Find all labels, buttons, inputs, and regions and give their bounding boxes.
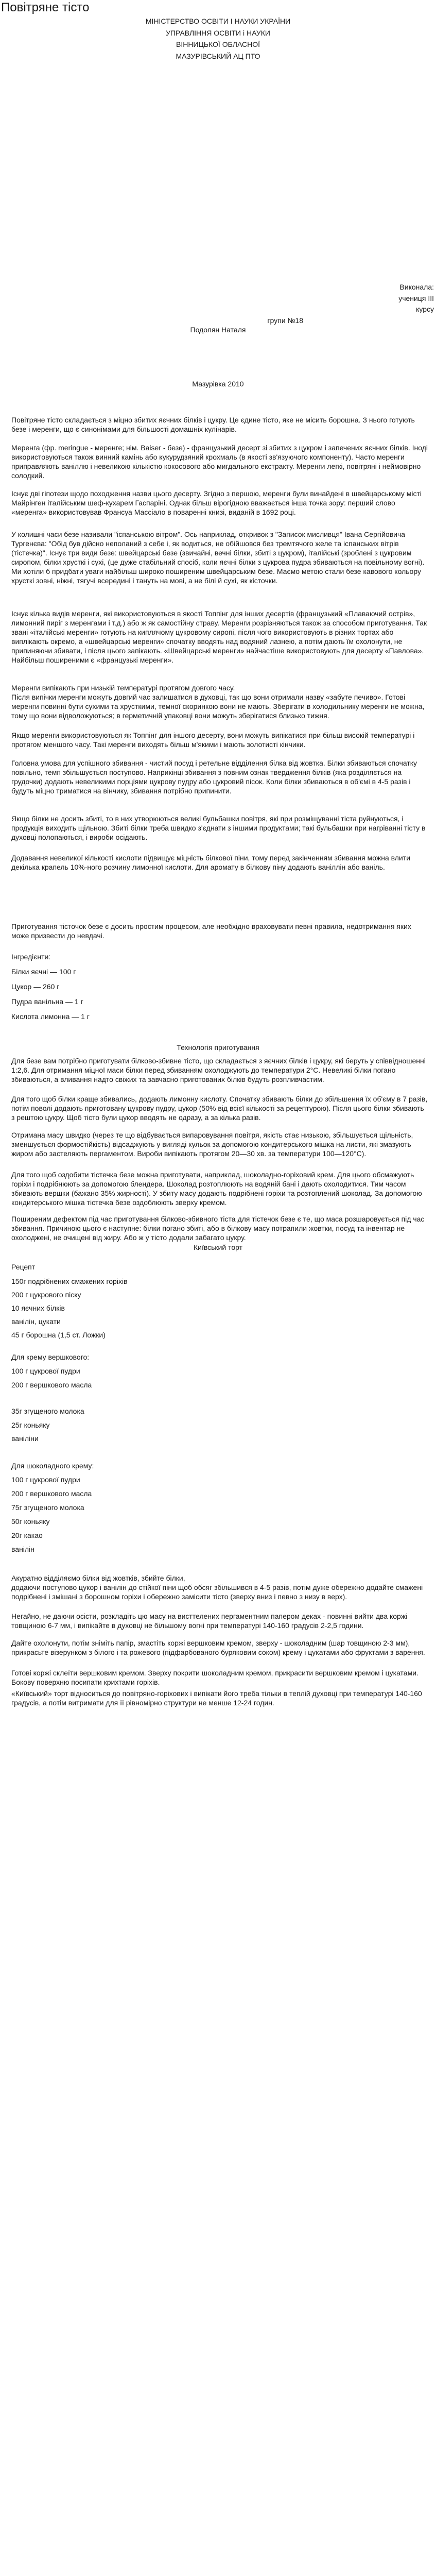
choc-item: 75г згущеного молока	[11, 1503, 84, 1512]
cream-item: 25г коньяку	[11, 1421, 50, 1429]
method-paragraph: додаючи поступово цукор і ванілін до стійкої піни щоб обсяг збільшився в 4-5 разів, потім дуже обережно додайте смажені подрібнені і змішані з борошном горіхи і обережно замісити тісто (зверху вниз і певно з низу в верх).	[11, 1583, 423, 1601]
place-year: Мазурівка 2010	[192, 380, 244, 388]
intro-paragraph: Якщо білки не досить збиті, то в них утворюються великі бульбашки повітря, які при розміщуванні тіста руйнуються, і продукція виходить щільною. Збиті білки треба швидко з'єднати з іншими продуктами; такі бульбашки при нагріванні тісту в духовці полопаються, і вироби осідають.	[11, 815, 426, 841]
intro-paragraph: Меренги випікають при низькій температурі протягом довгого часу.	[11, 684, 235, 692]
recipe-item: ванілін, цукати	[11, 1317, 61, 1326]
intro-paragraph: Після випічки меренги можуть довгий час залишатися в духовці, так що вони отримали назву «забуте печиво». Готові меренги повинні бути сухими та хрусткими, темної скоринкою вони не мають. Зберігати в холодильнику меренги не можна, тому що вони відволожуються; в герметичній упаковці вони можуть зберігатися близько тижня.	[11, 693, 425, 720]
ingredient-item: Білки яєчні — 100 г	[11, 968, 76, 976]
cream-item: ваніліни	[11, 1434, 39, 1443]
department-line: УПРАВЛІННЯ ОСВІТИ і НАУКИ	[166, 29, 270, 37]
tech-paragraph: Для того щоб оздобити тістечка безе можна приготувати, наприклад, шоколадно-горіховий крем. Для цього обсмажують горіхи і подрібнюють за допомогою блендера. Шоколад розтоплюють на водяній бані і дають охолодитися. Тим часом збивають вершки (бажано 35% жирності). У збиту масу додають подрібнені горіхи та розтоплений шоколад. За допомогою кондитерського мішка тістечка безе оздоблюють зверху кремом.	[11, 1171, 422, 1207]
ingredient-item: Кислота лимонна — 1 г	[11, 1012, 90, 1021]
ingredients-note: Приготування тісточок безе є досить простим процесом, але необхідно враховувати певні правила, недотримання яких може призвести до невдачі.	[11, 922, 411, 940]
recipe-item: 200 г цукрового піску	[11, 1291, 81, 1299]
choc-item: ванілін	[11, 1545, 34, 1553]
tech-paragraph: Поширеним дефектом під час приготування білково-збивного тіста для тістечок безе є те, що маса розшаровується під час збивання. Причиною цього є наступне: білки погано збиті, або в білкову масу потрапили жовтки, посуд та інвентар не охолоджені, не очищені від жиру. Або ж у тісто додали забагато цукру.	[11, 1215, 425, 1242]
ingredient-item: Пудра ванільна — 1 г	[11, 997, 83, 1006]
recipe-item: 150г подрібнених смажених горіхів	[11, 1277, 128, 1285]
choc-item: 200 г вершкового масла	[11, 1489, 92, 1498]
tech-paragraph: Для того щоб білки краще збивались, додають лимонну кислоту. Спочатку збивають білки до збільшення їх об'єму в 7 разів, потім поволі додають приготовану цукрову пудру, цукор (50% від всієї кількості за рецептурою). Після цього білки збивають з рештою цукру. Щоб тісто були цукор вводять не одразу, а за кілька разів.	[11, 1095, 428, 1122]
intro-paragraph: Головна умова для успішного збивання - чистий посуд і ретельне відділення білка від жовтка. Білки збиваються спочатку повільно, темп збільшується поступово. Наприкінці збивання з повним ознак твердження білків (яка розділяється на грудочки) додають невеликими порціями цукрову пудру або цукровий пісок. Коли білки збиваються в об'ємі в 4-5 разів і будуть міцно триматися на вінчику, збивання потрібно припинити.	[11, 759, 417, 795]
author-name: Подолян Наталя	[190, 326, 246, 334]
ministry-line: МІНІСТЕРСТВО ОСВІТИ І НАУКИ УКРАЇНИ	[145, 17, 291, 25]
method-paragraph: Негайно, не даючи осісти, розкладіть цю масу на висттелених пергаментним папером деках - повинні вийти два коржі товщиною 6-7 мм, і випікайте в духовці не більшому вогні при температурі 140-160 градусів 2-2,5 години.	[11, 1612, 408, 1630]
choc-item: 100 г цукрової пудри	[11, 1476, 80, 1484]
recipe-item: 45 г борошна (1,5 ст. Ложки)	[11, 1331, 106, 1339]
tech-heading: Технологія приготування	[177, 1043, 259, 1052]
tech-paragraph: Отримана масу швидко (через те що відбувається випаровування повітря, якість стає низькою, збільшується щільність, зменшується формостійкість) відсаджують у вигляді кульок за допомогою кондитерського мішка на листи, які змазують жиром або застеляють пергаментом. Вироби випікають протягом 20—30 хв. за температури 100—120°С).	[11, 1131, 413, 1158]
ingredients-label: Інгредієнти:	[11, 953, 51, 961]
method-paragraph: «Київський» торт відноситься до повітряно-горіхових і випікати його треба тільки в теплій духовці при температурі 140-160 градусів, а потім витримати для її рівномірно структури не менше 12-24 годин.	[11, 1689, 422, 1707]
cream-item: 100 г цукрової пудри	[11, 1367, 80, 1375]
author-student: учениця ІІІ	[398, 294, 434, 302]
cream-label: Для крему вершкового:	[11, 1353, 90, 1361]
author-label: Виконала:	[399, 283, 434, 291]
cream-item: 35г згущеного молока	[11, 1407, 84, 1415]
author-course: курсу	[416, 305, 434, 313]
recipe-label: Рецепт	[11, 1263, 36, 1271]
intro-paragraph: У колишні часи безе називали "іспанською вітром". Ось наприклад, откривок з "Записок мисливця" Івана Сергійовича Тургенєва: "Обід був дійсно неполаний з себе і, як водиться, не обійшовся без тремтячого желе та іспанських вітрів (тістечка)". Існує три види безе: швейцарські безе (звичайні, вечні білки, збиті з цукром), італійські (зроблені з цукровим сиропом, білки хрусткі і сухі, (це дуже стабільний спосіб, коли яєчні білки з цукрова пудра збиваються на повільному вогні). Ми хотіли б придбати уваги найбільш широко поширеним швейцарським безе. Маємо метою стали безе кавового кольору хрусткі зовні, ніжні, тягучі всередині і тануть на мові, а не білі й сухі, як кісточки.	[11, 530, 425, 585]
cake-heading: Київський торт	[193, 1243, 243, 1251]
method-paragraph: Дайте охолонути, потім зніміть папір, змастіть коржі вершковим кремом, зверху - шоколадним (шар товщиною 2-3 мм), прикрасьте візерунком з білого і та рожевого (підфарбованого буряковим соком) крему і цукатами або фруктами з варення.	[11, 1639, 425, 1656]
choc-label: Для шоколадного крему:	[11, 1462, 94, 1470]
intro-paragraph: Якщо меренги використовуються як Топпінг для іншого десерту, вони можуть випікатися при більш високій температурі і протягом меншого часу. Такі меренги виходять більш м'якими і мають золотисті кінчики.	[11, 731, 415, 749]
author-group: групи №18	[267, 316, 303, 325]
intro-paragraph: Повітряне тісто складається з міцно збитих яєчних білків і цукру. Це єдине тісто, яке не місить борошна. З нього готують безе і меренги, що є синонімами для більшості домашніх кулінарів.	[11, 416, 415, 433]
page-title: Повітряне тісто	[1, 1, 90, 14]
choc-item: 20г какао	[11, 1531, 43, 1539]
intro-paragraph: Існує дві гіпотези щодо походження назви цього десерту. Згідно з першою, меренги були винайдені в швейцарському місті Майрінген італійським шеф-кухарем Гаспаріні. Однак більш вірогідною вважається інша точка зору: перший слово «меренга» використовував Франсуа Массіало в поваренні книзі, виданій в 1692 році.	[11, 489, 422, 516]
ingredient-item: Цукор — 260 г	[11, 982, 60, 991]
tech-paragraph: Для безе вам потрібно приготувати білково-збивне тісто, що складається з яєчних білків і цукру, які беруть у співвідношенні 1:2,6. Для отримання міцної маси білки перед збиванням охолоджують до температури 2°С. Невеликі білки погано збиваються, а вливання надто свіжих та завчасно приготованих білків будуть розпливчастим.	[11, 1057, 426, 1083]
recipe-item: 10 яєчних білків	[11, 1304, 65, 1312]
method-paragraph: Готові коржі склеїти вершковим кремом. Зверху покрити шоколадним кремом, прикрасити вершковим кремом і цукатами. Бокову поверхню посипати крихтами горіхів.	[11, 1669, 418, 1686]
cream-item: 200 г вершкового масла	[11, 1381, 92, 1389]
method-paragraph: Акуратно відділяємо білки від жовтків, збийте білки,	[11, 1574, 185, 1582]
school-line: МАЗУРІВСЬКИЙ АЦ ПТО	[176, 52, 260, 60]
intro-paragraph: Існує кілька видів меренги, які використовуються в якості Топпінг для інших десертів (французький «Плаваючий острів», лимонний пиріг з меренгами і т.д.) або ж як самостійну страву. Меренги розрізняються також за способом приготування. Так звані «італійські меренги» готують на киплячому цукровому сиропі, після чого використовують в різних тортах або виплікають окремо, а «швейцарські меренги» спочатку вводять над водяний лазнею, а потім дають їм охолонути, не припиняючи збивати, і після цього запікають. «Швейцарські меренги» найчастіше використовують для десерту «Павлова». Найбільш поширеними є «французькі меренги».	[11, 609, 427, 664]
intro-paragraph: Додавання невеликої кількості кислоти підвищує міцність білкової піни, тому перед закінченням збивання можна влити декілька крапель 10%-ного розчину лимонної кислоти. Для аромату в білкову піну додають ваніллін або ваніль.	[11, 854, 411, 871]
region-line: ВІННИЦЬКОЇ ОБЛАСНОЇ	[176, 40, 260, 48]
choc-item: 50г коньяку	[11, 1517, 50, 1526]
intro-paragraph: Меренга (фр. meringue - меренге; нім. Baiser - безе) - французький десерт зі збитих з цукром і запечених яєчних білків. Іноді використовуються також винний камінь або кукурудзяний крохмаль (в якості зв'язуючого компоненту). Часто меренги приправляють ваніллю і невеликою кількістю кокосового або мигдального екстракту. Меренги легкі, повітряні і неймовірно солодкий.	[11, 444, 428, 480]
